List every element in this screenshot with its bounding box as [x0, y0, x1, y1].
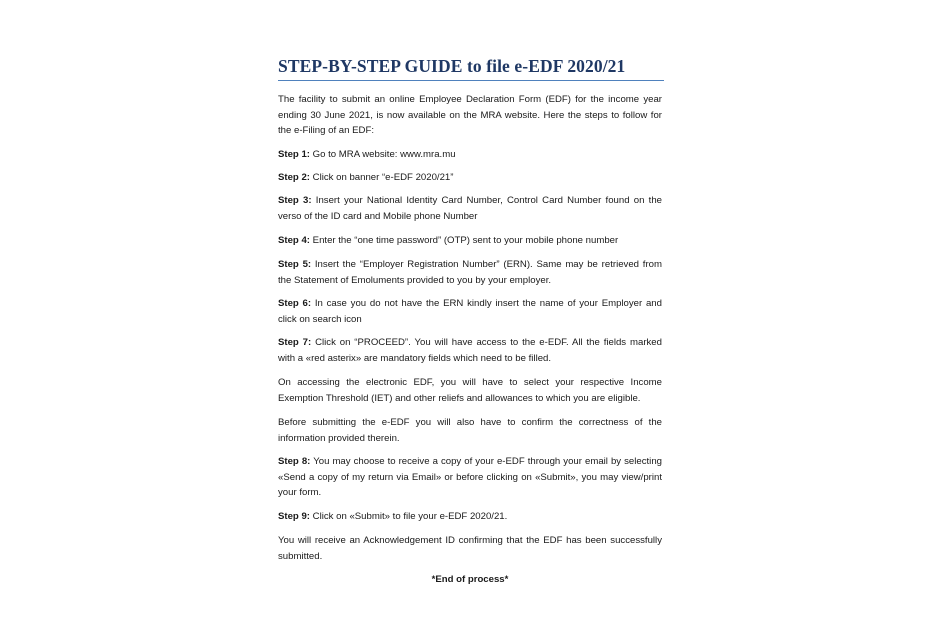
step-label: Step 1:: [278, 149, 310, 160]
step-5: [278, 257, 662, 288]
intro-paragraph: The facility to submit an online Employee Declaration Form (EDF) for the income year ending 30 June 2021, is now available on the MRA website. Here the steps to follow for the e-Filing of an EDF:: [278, 94, 662, 136]
step-text: Click on «Submit» to file your e-EDF 2020/21.: [310, 511, 508, 522]
step-label: Step 5:: [278, 259, 312, 270]
step-label: Step 7:: [278, 337, 312, 348]
step-9: [278, 509, 662, 525]
step-text: In case you do not have the ERN kindly insert the name of your Employer and click on search icon: [278, 298, 662, 325]
step-text: Click on “PROCEED”. You will have access to the e-EDF. All the fields marked with a «red asterix» are mandatory fields which need to be filled.: [278, 337, 662, 364]
step-text: Go to MRA website: www.mra.mu: [310, 149, 456, 160]
document-title: STEP-BY-STEP GUIDE to file e-EDF 2020/21: [278, 56, 664, 81]
step-text: Click on banner “e-EDF 2020/21”: [310, 172, 454, 183]
step-7: [278, 335, 662, 366]
accessing-paragraph: On accessing the electronic EDF, you will have to select your respective Income Exemption Threshold (IET) and other reliefs and allowances to which you are eligible.: [278, 377, 662, 404]
step-6: [278, 296, 662, 327]
step-3: [278, 193, 662, 224]
step-label: Step 6:: [278, 298, 312, 309]
before-submitting-paragraph: Before submitting the e-EDF you will also have to confirm the correctness of the information provided therein.: [278, 417, 662, 444]
step-4: [278, 233, 662, 249]
step-text: Enter the “one time password” (OTP) sent to your mobile phone number: [310, 235, 619, 246]
step-label: Step 2:: [278, 172, 310, 183]
step-text: You may choose to receive a copy of your e-EDF through your email by selecting «Send a copy of my return via Email» or before clicking on «Submit», you may view/print your form.: [278, 456, 662, 498]
step-label: Step 3:: [278, 195, 312, 206]
end-of-process: *End of process*: [431, 574, 509, 585]
acknowledgement-paragraph: You will receive an Acknowledgement ID confirming that the EDF has been successfully submitted.: [278, 535, 662, 562]
step-text: Insert the “Employer Registration Number” (ERN). Same may be retrieved from the Statement of Emoluments provided to you by your employer.: [278, 259, 662, 286]
step-2: [278, 170, 662, 186]
step-1: [278, 147, 662, 163]
step-text: Insert your National Identity Card Number, Control Card Number found on the verso of the ID card and Mobile phone Number: [278, 195, 662, 222]
document-page: [278, 56, 664, 585]
step-8: [278, 454, 662, 501]
step-label: Step 4:: [278, 235, 310, 246]
step-label: Step 9:: [278, 511, 310, 522]
step-label: Step 8:: [278, 456, 311, 467]
